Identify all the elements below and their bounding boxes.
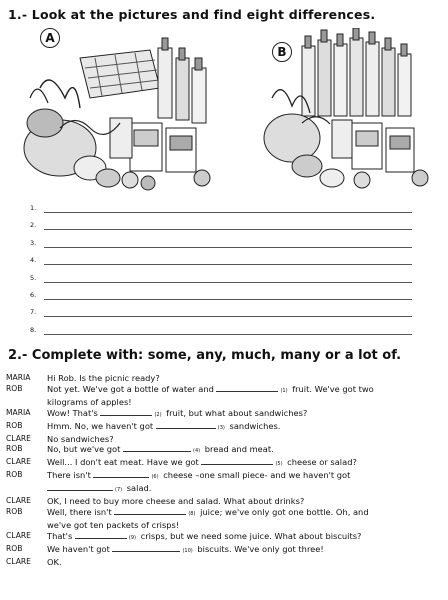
dialogue-text-segment: OK, I need to buy more cheese and salad. What about drinks? xyxy=(47,496,305,507)
dialogue-line xyxy=(6,408,442,421)
dialogue-text-segment: juice; we've only got one bottle. Oh, and xyxy=(197,506,369,517)
dialogue-text xyxy=(47,457,442,470)
dialogue-text xyxy=(47,531,442,544)
dialogue-line xyxy=(6,507,442,520)
answer-line-number: 6. xyxy=(30,290,37,299)
answer-line[interactable] xyxy=(30,306,412,323)
dialogue-line xyxy=(6,444,442,457)
answer-line-rule[interactable] xyxy=(44,282,412,283)
fill-in-blank[interactable] xyxy=(114,507,186,515)
dialogue-text xyxy=(47,544,442,557)
dialogue-line xyxy=(6,397,442,408)
answer-line[interactable] xyxy=(30,272,412,289)
speaker-name: CLARE xyxy=(6,457,31,467)
exercise-2-title: 2.- Complete with: some, any, much, many or a lot of. xyxy=(8,348,402,363)
dialogue-text xyxy=(47,496,442,507)
speaker-name: CLARE xyxy=(6,556,31,566)
fill-in-blank[interactable] xyxy=(156,421,216,429)
blank-number: (4) xyxy=(193,448,201,455)
answer-line-rule[interactable] xyxy=(44,264,412,265)
fill-in-blank[interactable] xyxy=(47,483,113,491)
blank-number: (7) xyxy=(115,487,123,494)
dialogue-text-segment: crisps, but we need some juice. What about biscuits? xyxy=(138,530,362,541)
answer-line-rule[interactable] xyxy=(44,229,412,230)
speaker-name: ROB xyxy=(6,506,23,516)
answer-line[interactable] xyxy=(30,324,412,341)
dialogue-text xyxy=(47,408,442,421)
blank-number: (1) xyxy=(280,387,288,394)
answer-line-rule[interactable] xyxy=(44,316,412,317)
dialogue-text-segment: sandwiches. xyxy=(226,420,281,431)
blank-number: (8) xyxy=(188,510,196,517)
blank-number: (9) xyxy=(128,534,136,541)
dialogue-text-segment: cheese or salad? xyxy=(284,457,357,468)
answer-line[interactable] xyxy=(30,219,412,236)
dialogue-text-segment: No, but we've got xyxy=(47,444,124,455)
speaker-name: ROB xyxy=(6,383,23,393)
dialogue-text xyxy=(47,557,442,568)
blank-number: (10) xyxy=(182,547,193,554)
dialogue xyxy=(6,373,442,568)
dialogue-line xyxy=(6,531,442,544)
dialogue-text-segment: We haven't got xyxy=(47,543,113,554)
dialogue-text xyxy=(47,373,442,384)
answer-line[interactable] xyxy=(30,202,412,219)
dialogue-text xyxy=(47,434,442,445)
dialogue-text xyxy=(47,470,442,483)
dialogue-text-segment: Well... I don't eat meat. Have we got xyxy=(47,457,202,468)
speaker-name: ROB xyxy=(6,543,23,553)
dialogue-text-segment: Wow! That's xyxy=(47,407,101,418)
dialogue-text-segment: we've got ten packets of crisps! xyxy=(47,519,180,530)
answer-line[interactable] xyxy=(30,237,412,254)
answer-line-number: 1. xyxy=(30,204,37,212)
fill-in-blank[interactable] xyxy=(75,531,127,539)
answer-line-rule[interactable] xyxy=(44,334,412,335)
dialogue-text xyxy=(47,520,442,531)
dialogue-text-segment: fruit. We've got two xyxy=(289,383,374,394)
fill-in-blank[interactable] xyxy=(201,457,273,465)
answer-line-rule[interactable] xyxy=(44,247,412,248)
speaker-name: ROB xyxy=(6,444,23,454)
speaker-name: MARIA xyxy=(6,407,31,417)
blank-number: (5) xyxy=(275,461,283,468)
speaker-name: ROB xyxy=(6,470,23,480)
dialogue-text xyxy=(47,444,442,457)
fill-in-blank[interactable] xyxy=(93,470,149,478)
picture-a xyxy=(20,28,220,193)
dialogue-text-segment: cheese –one small piece- and we haven't got xyxy=(160,470,351,481)
dialogue-line xyxy=(6,544,442,557)
answer-line-rule[interactable] xyxy=(44,299,412,300)
picture-b xyxy=(262,28,438,193)
picture-b-badge: B xyxy=(272,42,292,62)
speaker-name: MARIA xyxy=(6,373,31,382)
dialogue-line xyxy=(6,520,442,531)
speaker-name xyxy=(6,483,47,496)
dialogue-line xyxy=(6,384,442,397)
dialogue-line xyxy=(6,470,442,483)
dialogue-line xyxy=(6,421,442,434)
dialogue-text xyxy=(47,483,442,496)
dialogue-text-segment: No sandwiches? xyxy=(47,433,114,444)
dialogue-text-segment: salad. xyxy=(124,483,152,494)
dialogue-text-segment: Hi Rob. Is the picnic ready? xyxy=(47,373,160,383)
dialogue-text-segment: That's xyxy=(47,530,75,541)
speaker-name: CLARE xyxy=(6,496,31,506)
dialogue-line xyxy=(6,434,442,445)
dialogue-text-segment: OK. xyxy=(47,556,62,567)
dialogue-text xyxy=(47,384,442,397)
dialogue-text-segment: biscuits. We've only got three! xyxy=(194,543,324,554)
answer-line-number: 5. xyxy=(30,273,37,282)
answer-line-number: 3. xyxy=(30,238,37,247)
answer-line[interactable] xyxy=(30,254,412,271)
speaker-name xyxy=(6,397,47,408)
dialogue-text-segment: Hmm. No, we haven't got xyxy=(47,420,156,431)
answer-line-number: 7. xyxy=(30,308,37,317)
dialogue-text-segment: kilograms of apples! xyxy=(47,396,132,407)
blank-number: (2) xyxy=(154,411,162,418)
speaker-name: CLARE xyxy=(6,530,31,540)
dialogue-text xyxy=(47,397,442,408)
dialogue-text-segment: Well, there isn't xyxy=(47,506,115,517)
fill-in-blank[interactable] xyxy=(123,444,191,452)
dialogue-line xyxy=(6,557,442,568)
dialogue-text-segment: bread and meat. xyxy=(202,444,274,455)
exercise-1-title: 1.- Look at the pictures and find eight differences. xyxy=(8,7,376,22)
answer-line-number: 8. xyxy=(30,325,37,334)
picture-a-badge: A xyxy=(40,28,60,48)
dialogue-line xyxy=(6,373,442,384)
blank-number: (6) xyxy=(151,474,159,481)
dialogue-text xyxy=(47,421,442,434)
answer-line-number: 4. xyxy=(30,256,37,265)
speaker-name xyxy=(6,520,47,531)
answer-line[interactable] xyxy=(30,289,412,306)
dialogue-text-segment: fruit, but what about sandwiches? xyxy=(163,407,308,418)
fill-in-blank[interactable] xyxy=(112,544,180,552)
dialogue-text-segment: Not yet. We've got a bottle of water and xyxy=(47,383,217,394)
blank-number: (3) xyxy=(217,424,225,431)
dialogue-line xyxy=(6,496,442,507)
dialogue-text xyxy=(47,507,442,520)
dialogue-line xyxy=(6,457,442,470)
dialogue-text-segment: There isn't xyxy=(47,470,94,481)
fill-in-blank[interactable] xyxy=(100,408,152,416)
speaker-name: ROB xyxy=(6,420,23,430)
dialogue-line xyxy=(6,483,442,496)
answer-line-rule[interactable] xyxy=(44,212,412,213)
fill-in-blank[interactable] xyxy=(216,384,278,392)
answer-line-number: 2. xyxy=(30,221,37,230)
speaker-name: CLARE xyxy=(6,433,31,443)
answer-lines xyxy=(30,202,412,341)
grocery-illustration-a xyxy=(20,28,220,193)
